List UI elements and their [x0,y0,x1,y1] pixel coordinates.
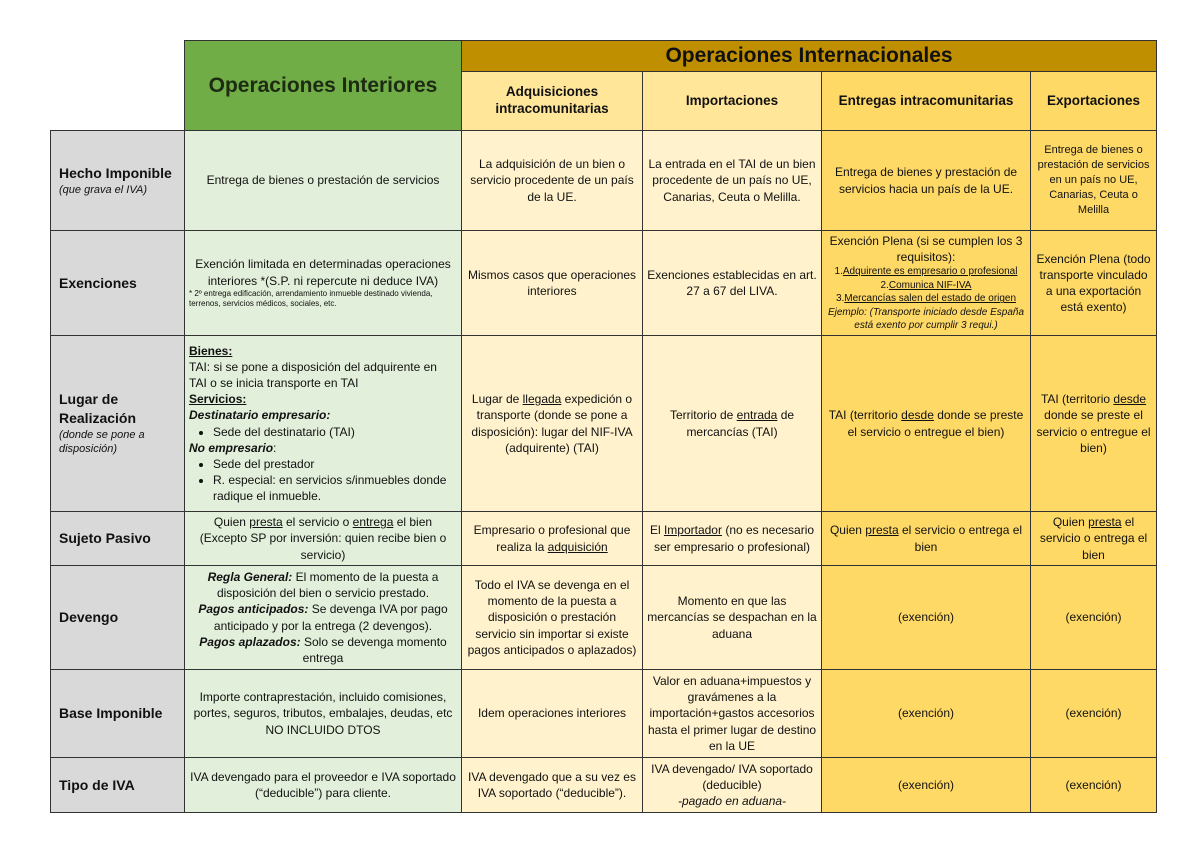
cell-importaciones: Momento en que las mercancías se despachan en la aduana [643,566,822,670]
cell-importaciones: Territorio de entrada de mercancías (TAI) [643,336,822,512]
exencion-ejemplo: Ejemplo: (Transporte iniciado desde España está exento por cumplir 3 requi.) [827,306,1025,332]
row-label: Tipo de IVA [51,758,185,813]
destinatario-empresario: Destinatario empresario: [189,408,331,423]
pagos-anticipados: Pagos anticipados: Se devenga IVA por pago anticipado y por la entrega (2 devengos). [198,602,448,633]
cell-adquisiciones: Lugar de llegada expedición o transporte (donde se pone a disposición): lugar del NIF-IVA (adquirente) (TAI) [462,336,643,512]
cell-entregas: Entrega de bienes y prestación de servicios hacia un país de la UE. [822,131,1031,231]
requisito-2: 2.Comunica NIF-IVA [880,279,972,291]
row-exenciones [51,231,1157,336]
row-label [51,131,185,231]
cell-adquisiciones: Mismos casos que operaciones interiores [462,231,643,336]
cell-exportaciones: Entrega de bienes o prestación de servicios en un país no UE, Canarias, Ceuta o Melilla [1031,131,1157,231]
cell-importaciones [643,758,822,813]
row-sujeto-pasivo [51,512,1157,566]
cell-entregas: (exención) [822,566,1031,670]
cell-entregas: (exención) [822,758,1031,813]
pagos-aplazados: Pagos aplazados: Solo se devenga momento entrega [199,634,447,665]
list-item: • R. especial: en servicios s/inmuebles donde radique el inmueble. [213,472,457,504]
row-devengo [51,566,1157,670]
destinatario-empresario-list [189,424,457,440]
cell-adquisiciones: IVA devengado que a su vez es IVA soportado (“deducible”). [462,758,643,813]
cell-interior: IVA devengado para el proveedor e IVA soportado (“deducible”) para cliente. [185,758,462,813]
regla-general: Regla General: El momento de la puesta a disposición del bien o servicio prestado. [207,569,439,601]
row-label: Base Imponible [51,670,185,758]
header-importaciones: Importaciones [643,72,822,131]
header-operaciones-interiores: Operaciones Interiores [185,41,462,131]
header-adquisiciones: Adquisiciones intracomunitarias [462,72,643,131]
no-empresario-list [189,456,457,505]
cell-exportaciones: (exención) [1031,566,1157,670]
header-operaciones-internacionales: Operaciones Internacionales [462,41,1157,72]
list-item: • Sede del destinatario (TAI) [213,424,457,440]
cell-exportaciones: (exención) [1031,758,1157,813]
cell-interior [185,566,462,670]
row-label-text: Hecho Imponible [59,164,172,181]
cell-interior: Entrega de bienes o prestación de servicios [185,131,462,231]
no-empresario: No empresario: [189,440,277,455]
cell-adquisiciones: Idem operaciones interiores [462,670,643,758]
cell-exportaciones: (exención) [1031,670,1157,758]
cell-entregas: Quien presta el servicio o entrega el bien [822,512,1031,566]
cell-adquisiciones: Empresario o profesional que realiza la adquisición [462,512,643,566]
cell-exportaciones: Exención Plena (todo transporte vinculado a una exportación está exento) [1031,231,1157,336]
bienes-title: Bienes: [189,343,233,358]
row-label-note: (donde se pone a disposición) [59,428,145,456]
requisito-1: 1.Adquirente es empresario o profesional [834,266,1018,278]
cell-interior [185,231,462,336]
tipo-importaciones-text: IVA devengado/ IVA soportado (deducible) [651,761,813,792]
servicios-title: Servicios: [189,392,247,407]
row-base-imponible [51,670,1157,758]
cell-entregas: TAI (territorio desde donde se preste el servicio o entregue el bien) [822,336,1031,512]
row-lugar-realizacion [51,336,1157,512]
tipo-importaciones-note: -pagado en aduana- [677,794,787,809]
list-item: • Sede del prestador [213,456,457,472]
row-label [51,336,185,512]
cell-interior: Importe contraprestación, incluido comisiones, portes, seguros, tributos, embalajes, deudas, etc NO INCLUIDO DTOS [185,670,462,758]
cell-adquisiciones: La adquisición de un bien o servicio procedente de un país de la UE. [462,131,643,231]
row-tipo-iva [51,758,1157,813]
cell-importaciones: Exenciones establecidas en art. 27 a 67 del LIVA. [643,231,822,336]
exencion-plena-text: Exención Plena (si se cumplen los 3 requisitos): [829,234,1023,265]
cell-entregas: (exención) [822,670,1031,758]
header-entregas: Entregas intracomunitarias [822,72,1031,131]
cell-importaciones: La entrada en el TAI de un bien procedente de un país no UE, Canarias, Ceuta o Melilla. [643,131,822,231]
cell-interior: Quien presta el servicio o entrega el bien (Excepto SP por inversión: quien recibe bien o servicio) [185,512,462,566]
requisito-3: 3.Mercancías salen del estado de origen [835,293,1017,305]
iva-comparison-table [50,40,1157,813]
row-hecho-imponible [51,131,1157,231]
exencion-interior-footnote: * 2º entrega edificación, arrendamiento inmueble destinado vivienda, terrenos, servicios médicos, sociales, etc. [189,288,433,309]
row-label-note: (que grava el IVA) [59,183,148,196]
cell-adquisiciones: Todo el IVA se devenga en el momento de la puesta a disposición o prestación servicio sin importar si existe pagos anticipados o aplazados) [462,566,643,670]
row-label: Exenciones [51,231,185,336]
row-label-text: Lugar de Realización [59,390,137,426]
exencion-interior-text: Exención limitada en determinadas operaciones interiores *(S.P. ni repercute ni deduce IVA) [195,257,451,288]
cell-importaciones: El Importador (no es necesario ser empresario o profesional) [643,512,822,566]
cell-exportaciones: TAI (territorio desde donde se preste el servicio o entregue el bien) [1031,336,1157,512]
cell-exportaciones: Quien presta el servicio o entrega el bien [1031,512,1157,566]
corner-blank [51,41,185,131]
row-label: Devengo [51,566,185,670]
header-exportaciones: Exportaciones [1031,72,1157,131]
bienes-text: TAI: si se pone a disposición del adquirente en TAI o se inicia transporte en TAI [189,359,437,390]
cell-entregas [822,231,1031,336]
row-label: Sujeto Pasivo [51,512,185,566]
cell-interior [185,336,462,512]
cell-importaciones: Valor en aduana+impuestos y gravámenes a la importación+gastos accesorios hasta el primer lugar de destino en la UE [643,670,822,758]
